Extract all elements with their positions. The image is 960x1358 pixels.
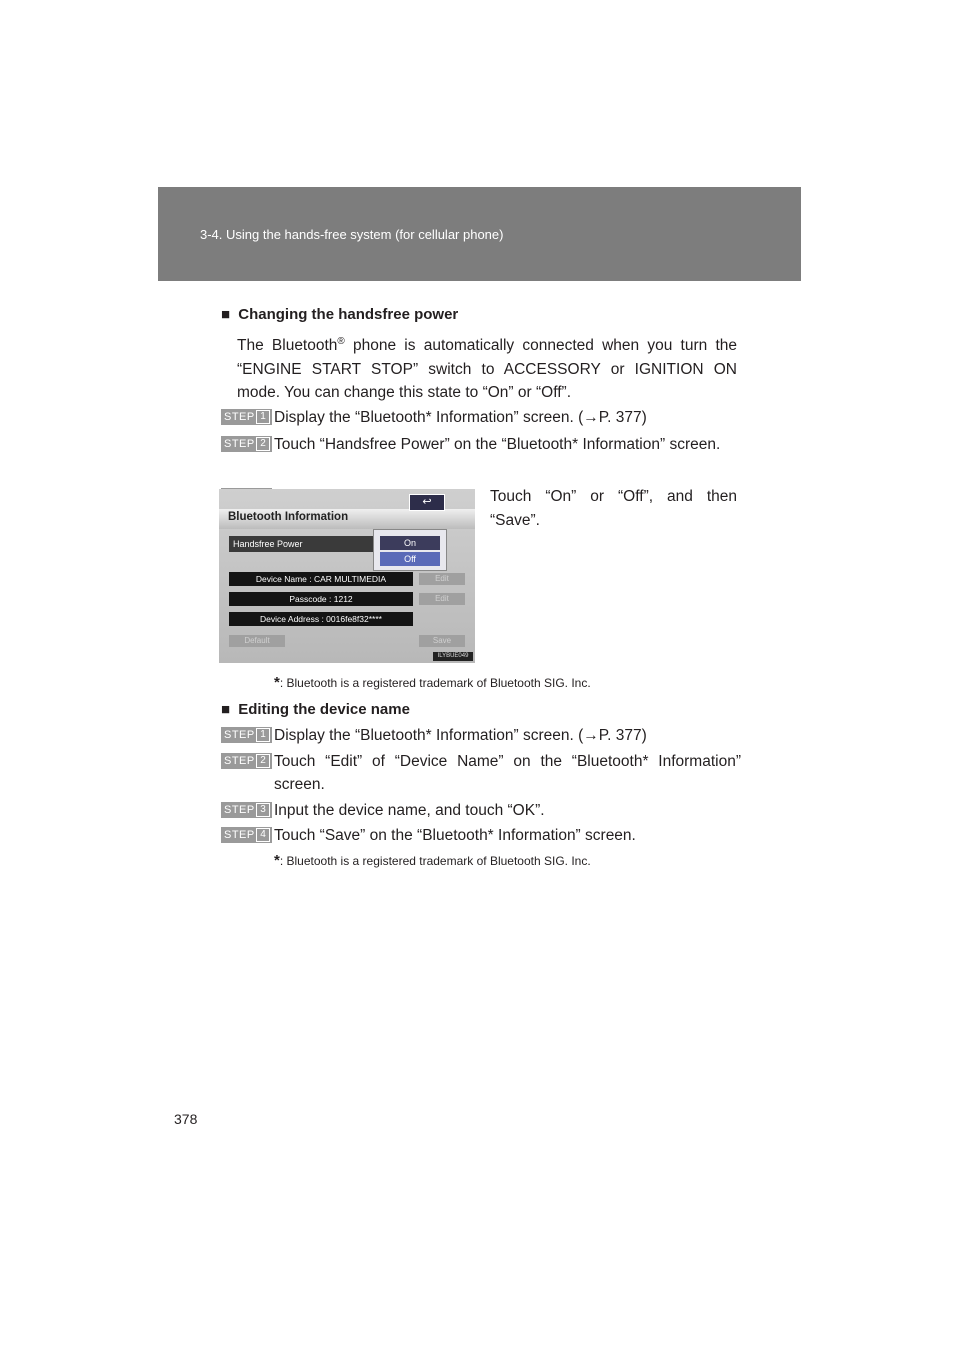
step-text: Input the device name, and touch “OK”.: [274, 802, 545, 819]
default-button[interactable]: Default: [229, 635, 285, 647]
device-name-row: Device Name : CAR MULTIMEDIA: [229, 572, 413, 586]
step-badge: STEP 1: [221, 409, 272, 425]
step-badge: STEP 3: [221, 802, 272, 818]
step-4: [221, 824, 741, 847]
page-number: 378: [174, 1111, 198, 1127]
step-2: [221, 433, 741, 456]
header-band: [158, 187, 801, 281]
step-2: [221, 750, 741, 796]
screen-titlebar: [219, 509, 475, 529]
step-badge: STEP 1: [221, 727, 272, 743]
step-1: [221, 724, 741, 747]
step-badge: STEP 4: [221, 827, 272, 843]
handsfree-power-button[interactable]: Handsfree Power: [229, 536, 373, 552]
square-bullet-icon: ■: [221, 701, 231, 718]
section-title-handsfree: ■ Changing the handsfree power: [221, 306, 459, 323]
step-text: Touch “Edit” of “Device Name” on the “Bluetooth* Information” screen.: [274, 753, 741, 793]
intro-paragraph: The Bluetooth® phone is automatically connected when you turn the “ENGINE START STOP” switch to ACCESSORY or IGNITION ON mode. You can change this state to “On” or “Off”.: [237, 336, 737, 402]
footnote-2: *: Bluetooth is a registered trademark of Bluetooth SIG. Inc.: [274, 852, 591, 869]
step-badge: STEP 2: [221, 436, 272, 452]
passcode-row: Passcode : 1212: [229, 592, 413, 606]
step-text: Display the “Bluetooth* Information” screen. (→P. 377): [274, 727, 647, 744]
on-off-popup: [373, 529, 447, 571]
section-title-device-name: ■ Editing the device name: [221, 701, 410, 718]
image-code: ILYBUE049: [433, 652, 473, 661]
device-address-row: Device Address : 0016fe8f32****: [229, 612, 413, 626]
screen-title: Bluetooth Information: [228, 511, 349, 523]
on-option[interactable]: On: [380, 536, 440, 550]
step-text: Display the “Bluetooth* Information” screen. (→P. 377): [274, 409, 647, 426]
step-text: Touch “Save” on the “Bluetooth* Information” screen.: [274, 827, 636, 844]
edit-passcode-button[interactable]: Edit: [419, 593, 465, 605]
step-1: [221, 406, 741, 429]
step-text: Touch “Handsfree Power” on the “Bluetooth* Information” screen.: [274, 436, 721, 453]
edit-device-name-button[interactable]: Edit: [419, 573, 465, 585]
step-3-text: Touch “On” or “Off”, and then “Save”.: [490, 488, 737, 529]
off-option[interactable]: Off: [380, 552, 440, 566]
step-badge: STEP 2: [221, 753, 272, 769]
footnote-1: *: Bluetooth is a registered trademark of Bluetooth SIG. Inc.: [274, 674, 591, 691]
save-button[interactable]: Save: [419, 635, 465, 647]
back-button[interactable]: ↩: [409, 494, 445, 511]
bluetooth-information-screen: [219, 489, 475, 663]
step-3: [221, 799, 741, 822]
square-bullet-icon: ■: [221, 306, 231, 323]
section-header: 3-4. Using the hands-free system (for cellular phone): [200, 227, 504, 242]
